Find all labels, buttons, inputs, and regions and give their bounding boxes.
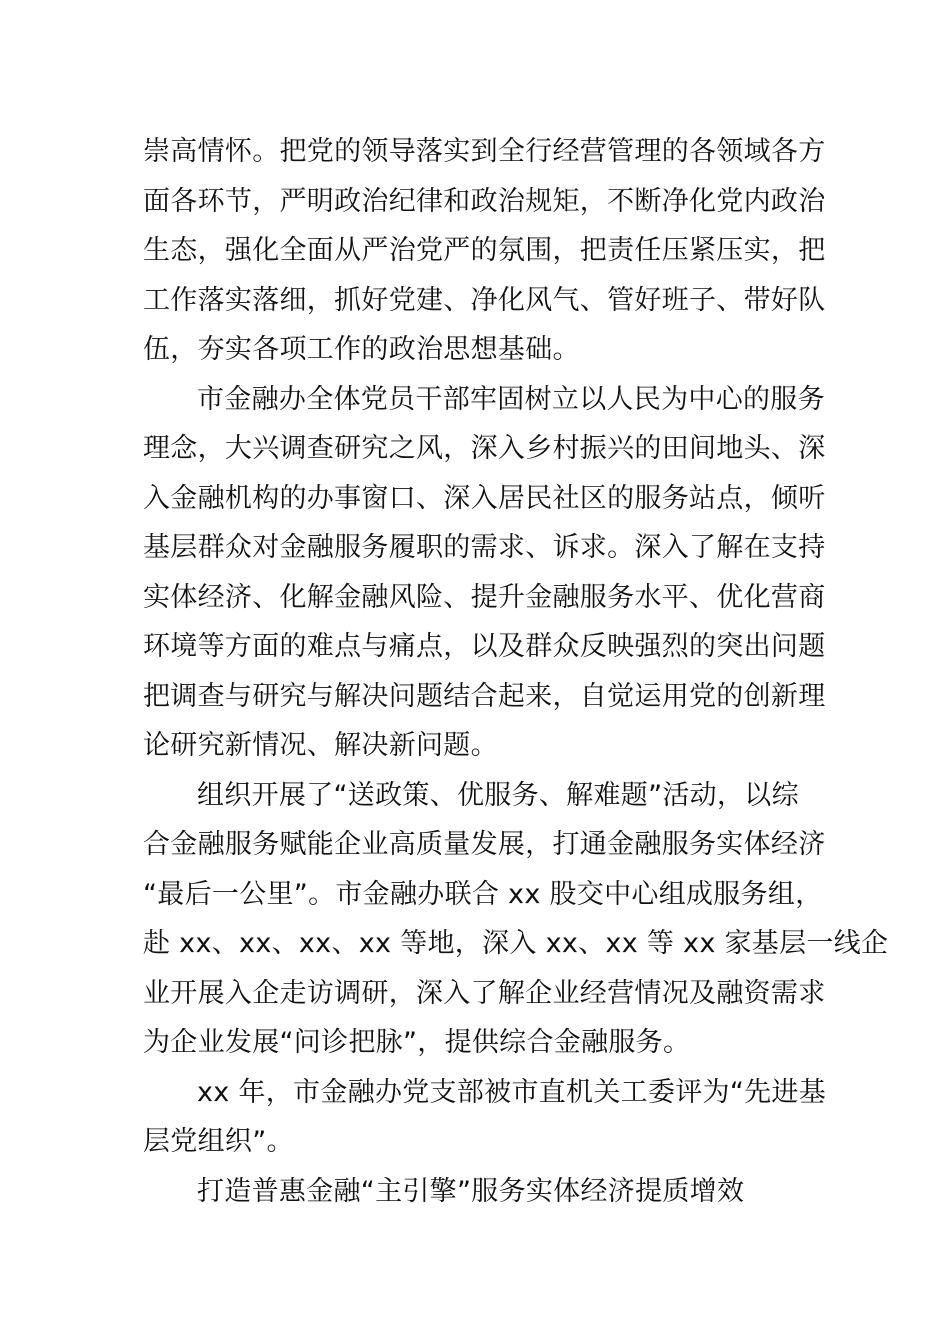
paragraph-first-line: xx 年，市金融办党支部被市直机关工委评为“先进基 [197,1076,827,1108]
text-line: 业开展入企走访调研，深入了解企业经营情况及融资需求 [143,977,826,1009]
text-line: 赴 xx、xx、xx、xx 等地，深入 xx、xx 等 xx 家基层一线企 [143,928,889,959]
document-body [143,127,889,1216]
text-line: 为企业发展“问诊把脉”，提供综合金融服务。 [143,1027,691,1058]
text-line: 把调查与研究与解决问题结合起来，自觉运用党的创新理 [143,680,826,712]
text-line: 崇高情怀。把党的领导落实到全行经营管理的各领域各方 [143,136,826,167]
text-line: 合金融服务赋能企业高质量发展，打通金融服务实体经济 [143,829,826,860]
text-line: “最后一公里”。市金融办联合 xx 股交中心组成服务组， [143,878,823,910]
text-line: 入金融机构的办事窗口、深入居民社区的服务站点，倾听 [143,482,826,514]
text-line: 伍，夯实各项工作的政治思想基础。 [143,334,580,365]
section-heading: 打造普惠金融“主引擎”服务实体经济提质增效 [197,1175,745,1207]
text-line: 生态，强化全面从严治党严的氛围，把责任压紧压实，把 [143,235,826,266]
text-line: 环境等方面的难点与痛点，以及群众反映强烈的突出问题 [143,631,826,662]
text-line: 实体经济、化解金融风险、提升金融服务水平、优化营商 [143,581,826,613]
paragraph-first-line: 组织开展了“送政策、优服务、解难题”活动，以综 [197,779,799,811]
text-line: 基层群众对金融服务履职的需求、诉求。深入了解在支持 [143,532,826,563]
text-line: 面各环节，严明政治纪律和政治规矩，不断净化党内政治 [143,185,826,217]
paragraph-first-line: 市金融办全体党员干部牢固树立以人民为中心的服务 [197,383,825,415]
text-line: 工作落实落细，抓好党建、净化风气、管好班子、带好队 [143,284,826,316]
text-line: 层党组织”。 [143,1126,294,1157]
text-line: 论研究新情况、解决新问题。 [143,730,498,761]
text-line: 理念，大兴调查研究之风，深入乡村振兴的田间地头、深 [143,433,826,464]
